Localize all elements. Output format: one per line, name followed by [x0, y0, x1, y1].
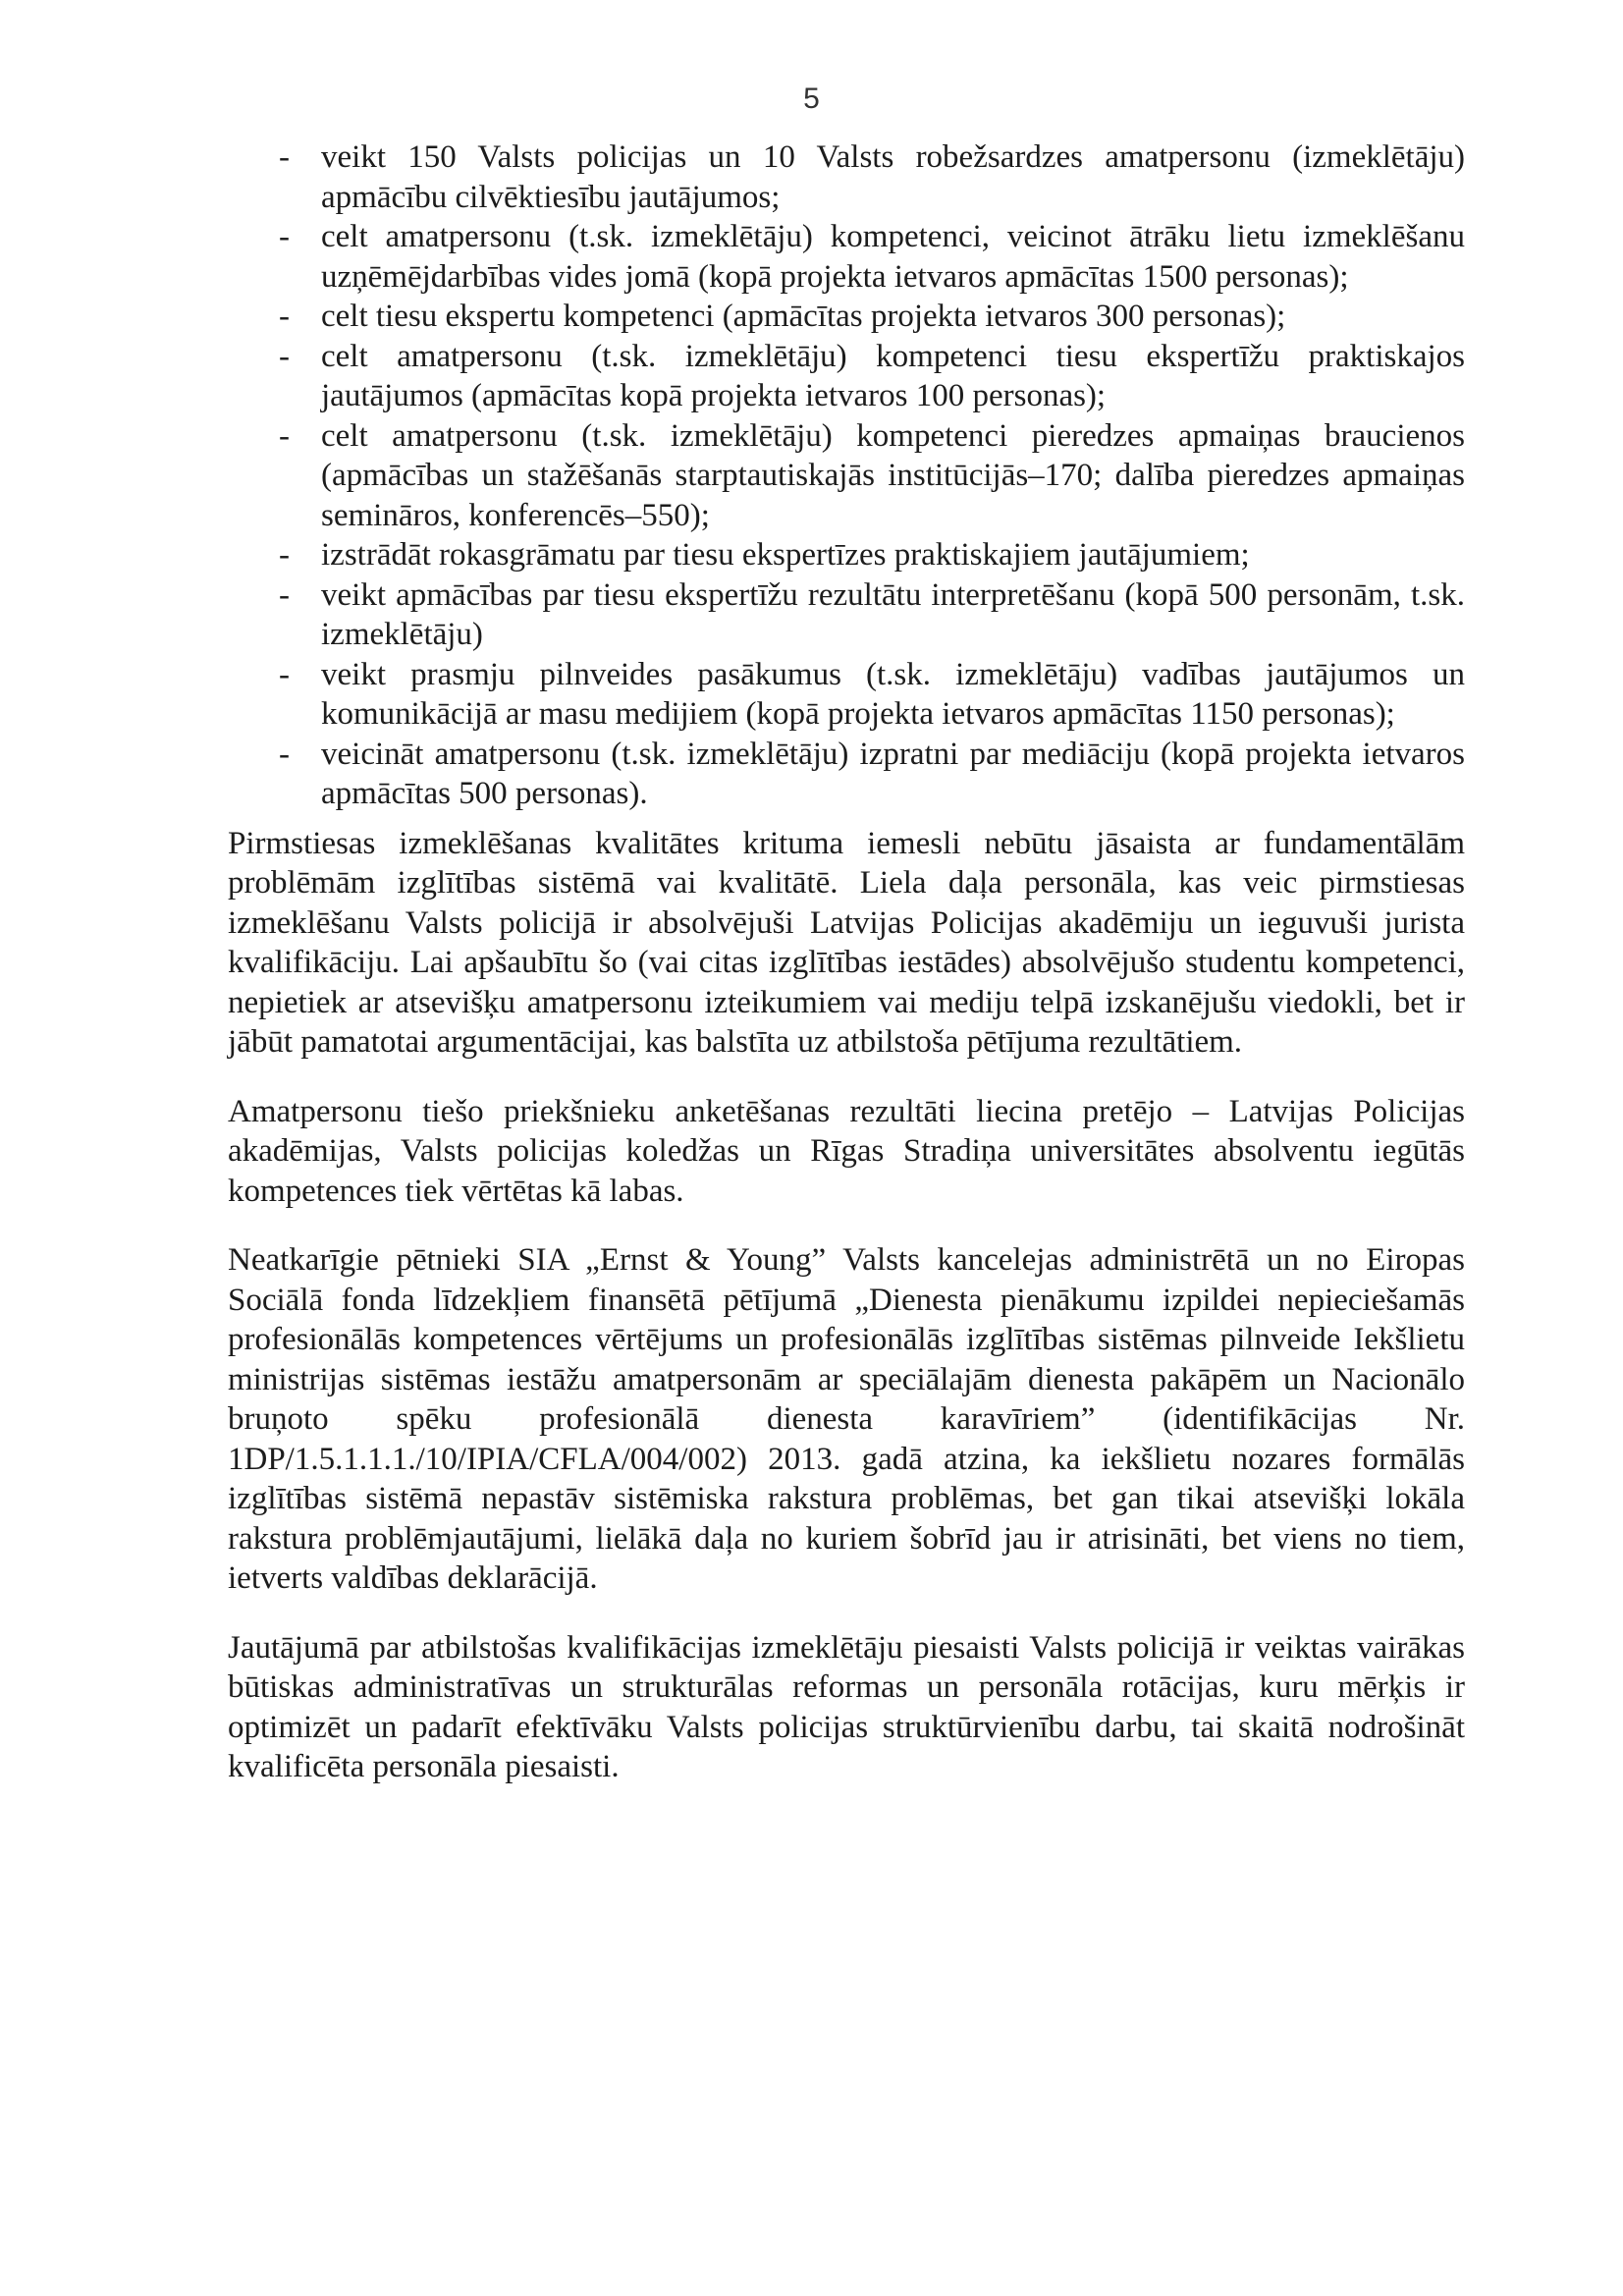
bullet-dash: - [279, 656, 290, 692]
paragraph-reforms: Jautājumā par atbilstošas kvalifikācijas izmeklētāju piesaisti Valsts policijā ir veiktas vairākas būtiskas administratīvas un strukturālas reformas un personāla rotācijas, kuru mērķis ir optimizēt un padarīt efektīvāku Valsts policijas struktūrvienību darbu, tai skaitā nodrošināt kvalificēta personāla piesaisti. [228, 1629, 1465, 1784]
list-item [228, 137, 1465, 217]
list-item [228, 337, 1465, 416]
bullet-dash: - [279, 576, 290, 613]
list-item-text: celt amatpersonu (t.sk. izmeklētāju) kompetenci pieredzes apmaiņas braucienos (apmācības un stažēšanās starptautiskajās institūcijās–170; dalība pieredzes apmaiņas semināros, konferencēs–550); [321, 417, 1465, 533]
bullet-dash: - [279, 299, 290, 334]
list-item [228, 535, 1465, 575]
bullet-dash: - [279, 338, 290, 374]
page-number: 5 [803, 82, 820, 115]
list-item-text: celt amatpersonu (t.sk. izmeklētāju) kompetenci, veicinot ātrāku lietu izmeklēšanu uzņēmējdarbības vides jomā (kopā projekta ietvaros apmācītas 1500 personas); [321, 219, 1465, 295]
list-item [228, 655, 1465, 735]
list-item [228, 217, 1465, 297]
bullet-dash: - [279, 417, 290, 454]
paragraph-investigation-quality: Pirmstiesas izmeklēšanas kvalitātes krituma iemesli nebūtu jāsaista ar fundamentālām problēmām izglītības sistēmā vai kvalitātē. Liela daļa personāla, kas veic pirmstiesas izmeklēšanu Valsts policijā ir absolvējuši Latvijas Policijas akadēmiju un ieguvuši jurista kvalifikāciju. Lai apšaubītu šo (vai citas izglītības iestādes) absolvējušo studentu kompetenci, nepietiek ar atsevišķu amatpersonu izteikumiem vai mediju telpā izskanējušu viedokli, bet ir jābūt pamatotai argumentācijai, kas balstīta uz atbilstoša pētījuma rezultātiem. [228, 825, 1465, 1060]
paragraph-research-study: Neatkarīgie pētnieki SIA „Ernst & Young” Valsts kancelejas administrētā un no Eiropas Sociālā fonda līdzekļiem finansētā pētījumā „Dienesta pienākumu izpildei nepieciešamās profesionālās kompetences vērtējums un profesionālās izglītības sistēmas pilnveide Iekšlietu ministrijas sistēmas iestāžu amatpersonām ar speciālajām dienesta pakāpēm un Nacionālo bruņoto spēku profesionālā dienesta karavīriem” (identifikācijas Nr. 1DP/1.5.1.1.1./10/IPIA/CFLA/004/002) 2013. gadā atzina, ka iekšlietu nozares formālās izglītības sistēmā nepastāv sistēmiska rakstura problēmas, bet gan tikai atsevišķi lokāla rakstura problēmjautājumi, lielākā daļa no kuriem šobrīd jau ir atrisināti, bet viens no tiem, ietverts valdības deklarācijā. [228, 1242, 1465, 1596]
bullet-dash: - [279, 139, 290, 175]
list-item-text: celt tiesu ekspertu kompetenci (apmācītas projekta ietvaros 300 personas); [321, 299, 1286, 334]
bullet-list [228, 137, 1465, 814]
list-item [228, 575, 1465, 655]
list-item-text: veikt prasmju pilnveides pasākumus (t.sk. izmeklētāju) vadības jautājumos un komunikācijā ar masu medijiem (kopā projekta ietvaros apmācītas 1150 personas); [321, 656, 1465, 732]
bullet-dash: - [279, 537, 290, 573]
list-item-text: veicināt amatpersonu (t.sk. izmeklētāju) izpratni par mediāciju (kopā projekta ietvaros apmācītas 500 personas). [321, 736, 1465, 811]
list-item-text: veikt 150 Valsts policijas un 10 Valsts robežsardzes amatpersonu (izmeklētāju) apmācību cilvēktiesību jautājumos; [321, 139, 1465, 215]
list-item-text: veikt apmācības par tiesu ekspertīžu rezultātu interpretēšanu (kopā 500 personām, t.sk. izmeklētāju) [321, 576, 1465, 652]
list-item [228, 735, 1465, 814]
paragraph-survey-results: Amatpersonu tiešo priekšnieku anketēšanas rezultāti liecina pretējo – Latvijas Policijas akadēmijas, Valsts policijas koledžas un Rīgas Stradiņa universitātes absolventu iegūtās kompetences tiek vērtētas kā labas. [228, 1093, 1465, 1209]
list-item-text: celt amatpersonu (t.sk. izmeklētāju) kompetenci tiesu ekspertīžu praktiskajos jautājumos (apmācītas kopā projekta ietvaros 100 personas); [321, 338, 1465, 413]
list-item [228, 297, 1465, 337]
bullet-dash: - [279, 736, 290, 772]
list-item [228, 416, 1465, 536]
document-body [228, 137, 1465, 1787]
list-item-text: izstrādāt rokasgrāmatu par tiesu ekspertīzes praktiskajiem jautājumiem; [321, 537, 1250, 573]
bullet-dash: - [279, 219, 290, 254]
